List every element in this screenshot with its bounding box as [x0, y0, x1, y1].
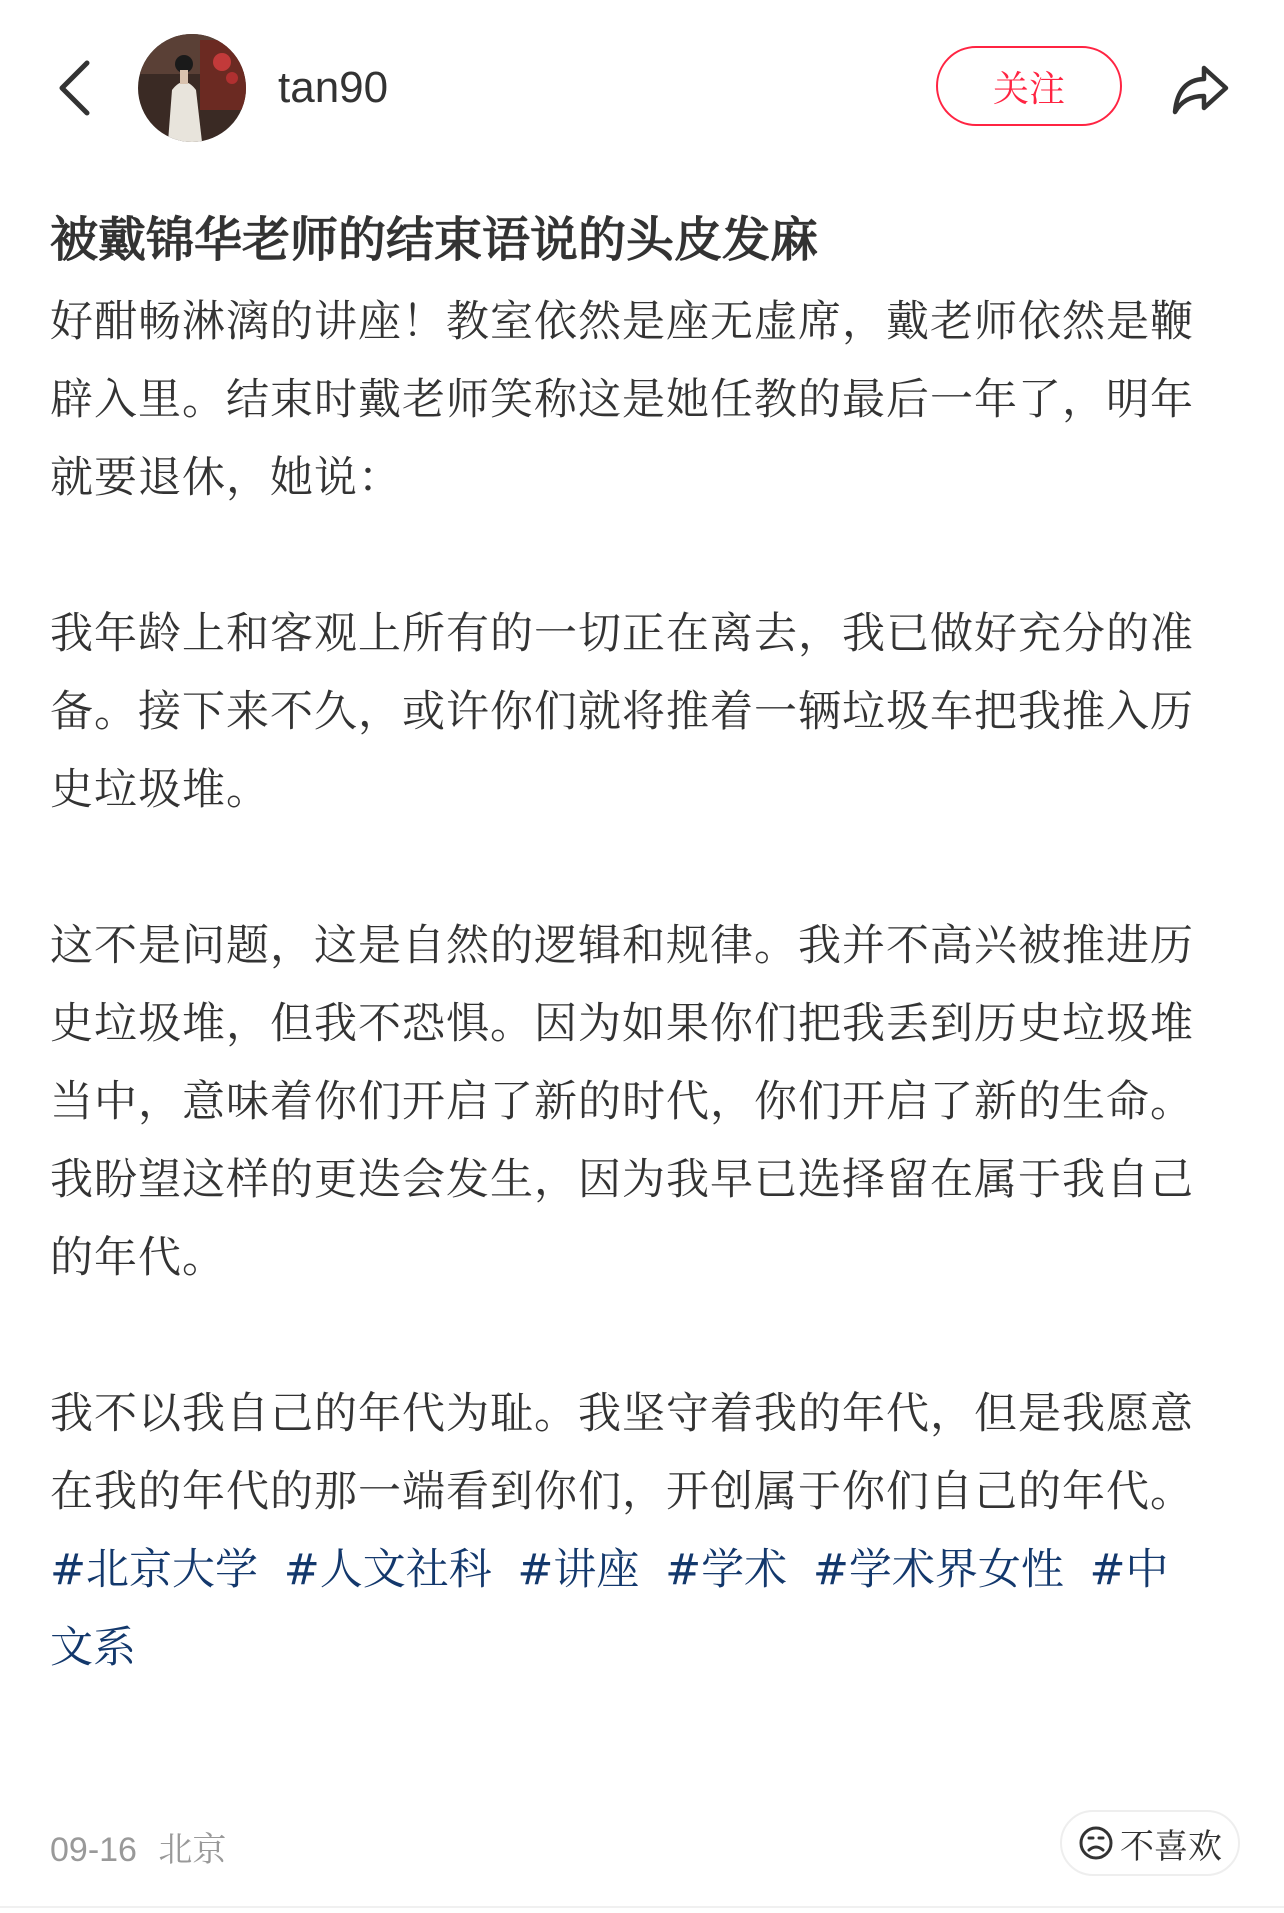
post-location: 北京 — [158, 1831, 227, 1869]
post-paragraph: 这不是问题，这是自然的逻辑和规律。我并不高兴被推进历史垃圾堆，但我不恐惧。因为如果你们把我丢到历史垃圾堆当中，意味着你们开启了新的时代，你们开启了新的生命。我盼望这样的更迭会发生，因为我早已选择留在属于我自己的年代。 — [50, 921, 1194, 1283]
post-paragraph: 好酣畅淋漓的讲座！教室依然是座无虚席，戴老师依然是鞭辟入里。结束时戴老师笑称这是她任教的最后一年了，明年就要退休，她说： — [50, 297, 1194, 503]
post-title: 被戴锦华老师的结束语说的头皮发麻 — [50, 212, 819, 268]
dislike-label: 不喜欢 — [1120, 1826, 1222, 1867]
post-date: 09-16 — [50, 1831, 137, 1869]
username[interactable]: tan90 — [278, 63, 389, 112]
tag-link[interactable]: #中文系 — [50, 1545, 1169, 1673]
follow-button[interactable]: 关注 — [936, 46, 1122, 126]
divider — [0, 1906, 1284, 1908]
avatar[interactable] — [138, 34, 246, 142]
share-arrow-icon — [1170, 62, 1230, 118]
post-meta — [50, 1822, 226, 1871]
tag-link[interactable]: #讲座 — [517, 1545, 640, 1595]
tag-link[interactable]: #学术界女性 — [812, 1545, 1064, 1595]
frown-face-icon — [1078, 1825, 1114, 1861]
post-footer — [50, 1810, 1240, 1880]
post-content — [50, 205, 1200, 1687]
back-button[interactable] — [44, 46, 104, 130]
post-paragraph: 我不以我自己的年代为耻。我坚守着我的年代，但是我愿意在我的年代的那一端看到你们，开创属于你们自己的年代。 — [50, 1389, 1194, 1517]
top-bar — [0, 0, 1284, 175]
dislike-button[interactable] — [1060, 1810, 1240, 1876]
tag-link[interactable]: #学术 — [665, 1545, 788, 1595]
tag-list — [50, 1531, 1200, 1687]
post-paragraph: 我年龄上和客观上所有的一切正在离去，我已做好充分的准备。接下来不久，或许你们就将推着一辆垃圾车把我推入历史垃圾堆。 — [50, 609, 1194, 815]
chevron-left-icon — [57, 59, 91, 117]
share-button[interactable] — [1160, 50, 1240, 130]
tag-link[interactable]: #北京大学 — [50, 1545, 259, 1595]
tag-link[interactable]: #人文社科 — [283, 1545, 492, 1595]
